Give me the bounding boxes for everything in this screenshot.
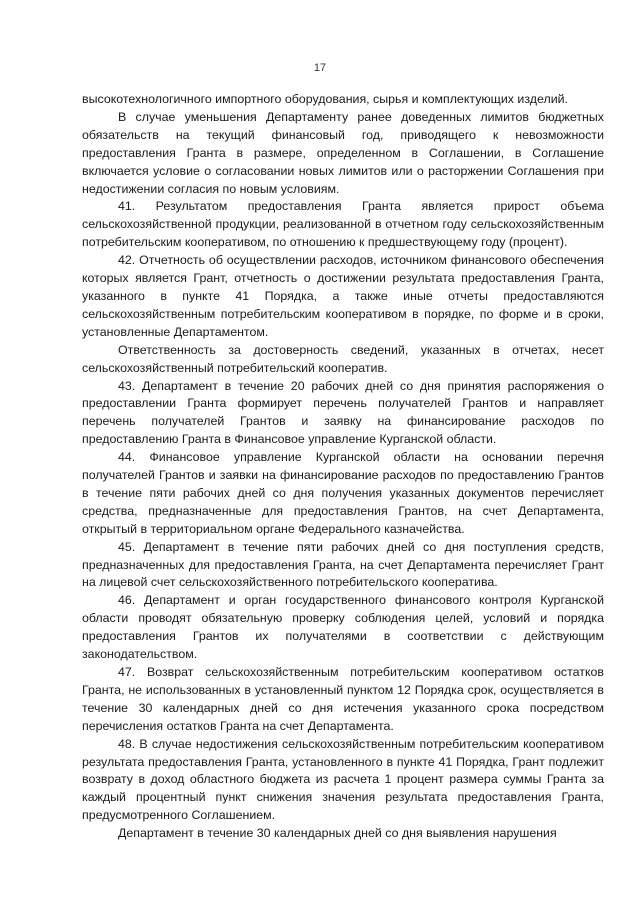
paragraph-43: 43. Департамент в течение 20 рабочих дней со дня принятия распоряжения о предоставлении Гранта формирует перечень получателей Грантов и направляет перечень получателей Грантов и заявку на финансирование расходов по предоставлению Гранта в Финансовое управление Курганской области. [82, 378, 604, 447]
paragraph-47: 47. Возврат сельскохозяйственным потребительским кооперативом остатков Гранта, не использованных в установленный пунктом 12 Порядка срок, осуществляется в течение 30 календарных дней со дня истечения указанного срока посредством перечисления остатков Гранта на счет Департамента. [82, 665, 604, 733]
paragraph-continuation: высокотехнологичного импортного оборудования, сырья и комплектующих изделий. [82, 92, 568, 106]
paragraph-responsibility: Ответственность за достоверность сведений, указанных в отчетах, несет сельскохозяйственный потребительский кооператив. [82, 342, 604, 375]
paragraph-41: 41. Результатом предоставления Гранта является прирост объема сельскохозяйственной продукции, реализованной в отчетном году сельскохозяйственным потребительским кооперативом, по отношению к предшествующему году (процент). [82, 199, 604, 250]
document-body [82, 91, 604, 843]
paragraph-46: 46. Департамент и орган государственного финансового контроля Курганской области проводят обязательную проверку соблюдения целей, условий и порядка предоставления Грантов их получателями в соответствии с действующим законодательством. [82, 593, 604, 662]
paragraph-42: 42. Отчетность об осуществлении расходов, источником финансового обеспечения которых является Грант, отчетность о достижении результата предоставления Гранта, указанного в пункте 41 Порядка, а также иные отчеты предоставляются сельскохозяйственным потребительским кооперативом в порядке, по форме и в сроки, установленные Департаментом. [82, 253, 604, 339]
paragraph-limits-reduction: В случае уменьшения Департаменту ранее доведенных лимитов бюджетных обязательств на текущий финансовый год, приводящего к невозможности предоставления Гранта в размере, определенном в Соглашении, в Соглашение включается условие о согласовании новых лимитов или о расторжении Соглашения при недостижении согласия по новым условиям. [82, 109, 604, 196]
paragraph-48: 48. В случае недостижения сельскохозяйственным потребительским кооперативом результата предоставления Гранта, установленного в пункте 41 Порядка, Грант подлежит возврату в доход областного бюджета из расчета 1 процент размера суммы Гранта за каждый процентный пункт снижения значения результата предоставления Гранта, предусмотренного Соглашением. [82, 736, 604, 823]
paragraph-department-violation: Департамент в течение 30 календарных дней со дня выявления нарушения [118, 826, 557, 841]
paragraph-44: 44. Финансовое управление Курганской области на основании перечня получателей Грантов и заявки на финансирование расходов по предоставлению Грантов в течение пяти рабочих дней со дня получения указанных документов перечисляет средства, предназначенные для предоставления Грантов, на счет Департамента, открытый в территориальном органе Федерального казначейства. [82, 450, 604, 536]
paragraph-45: 45. Департамент в течение пяти рабочих дней со дня поступления средств, предназначенных для предоставления Гранта, на счет Департамента перечисляет Грант на лицевой счет сельскохозяйственного потребительского кооператива. [82, 539, 604, 590]
page-number: 17 [313, 62, 327, 74]
